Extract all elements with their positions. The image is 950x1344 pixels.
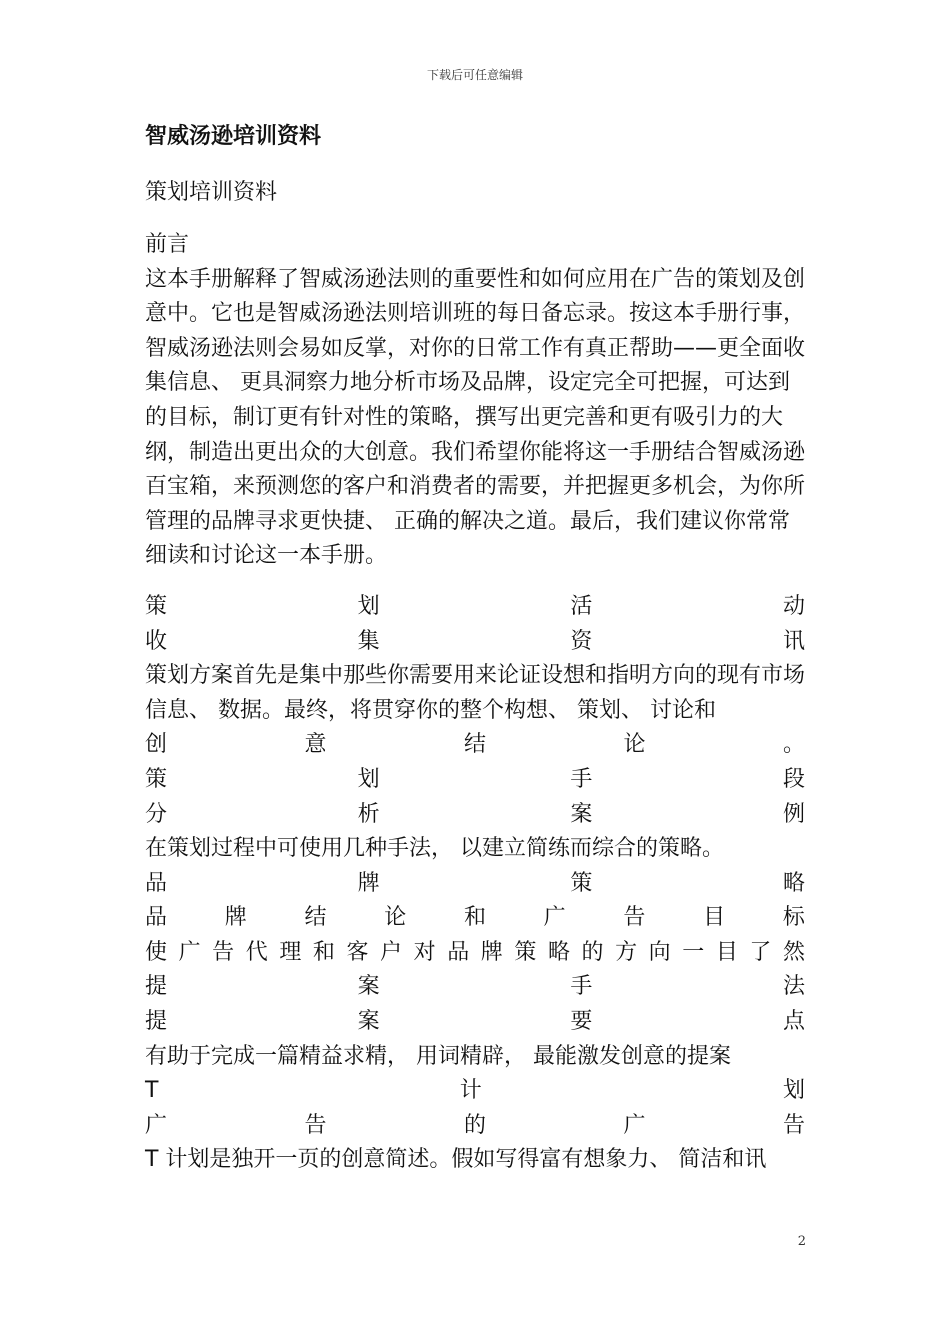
- spread-glyph: 牌: [480, 939, 503, 965]
- spread-glyph: 提: [145, 1009, 168, 1035]
- spread-glyph: 策: [145, 593, 168, 619]
- spread-glyph: 品: [447, 939, 470, 965]
- spread-glyph: 广: [145, 1112, 168, 1138]
- spread-glyph: 理: [279, 939, 302, 965]
- spread-glyph: 目: [715, 939, 738, 965]
- section-line: [145, 1005, 805, 1040]
- spacer: [145, 574, 805, 590]
- spread-glyph: 告: [212, 939, 235, 965]
- spread-glyph: 向: [648, 939, 671, 965]
- page-number: 2: [797, 1234, 806, 1249]
- spread-glyph: 案: [357, 974, 380, 1000]
- spread-glyph: 告: [304, 1112, 327, 1138]
- document-body: [145, 120, 805, 1178]
- spread-glyph: T: [145, 1078, 159, 1104]
- spread-glyph: 品: [145, 870, 168, 896]
- spread-glyph: 动: [782, 593, 805, 619]
- spread-glyph: 例: [782, 801, 805, 827]
- spread-glyph: 对: [413, 939, 436, 965]
- spread-glyph: 告: [623, 905, 646, 931]
- paragraph: T 计划是独开一页的创意简述。假如写得富有想象力、 简洁和讯: [145, 1147, 767, 1173]
- spread-glyph: 手: [570, 974, 593, 1000]
- spread-glyph: 户: [380, 939, 403, 965]
- spread-glyph: 意: [304, 732, 327, 758]
- spread-glyph: 案: [570, 801, 593, 827]
- spread-glyph: 的: [581, 939, 604, 965]
- spread-glyph: 划: [357, 593, 380, 619]
- spread-glyph: 论: [384, 905, 407, 931]
- spread-glyph: 然: [782, 939, 805, 965]
- spread-glyph: 结: [304, 905, 327, 931]
- spread-glyph: 广: [543, 905, 566, 931]
- document-title: 智威汤逊培训资料: [145, 124, 322, 149]
- spread-glyph: 牌: [357, 870, 380, 896]
- spread-glyph: 一: [682, 939, 705, 965]
- section-line: [145, 901, 805, 936]
- spread-glyph: 手: [570, 766, 593, 792]
- spread-glyph: 的: [463, 1112, 486, 1138]
- spread-glyph: 略: [782, 870, 805, 896]
- section-line: [145, 1074, 805, 1109]
- spread-glyph: 资: [570, 628, 593, 654]
- preface-body: 这本手册解释了智威汤逊法则的重要性和如何应用在广告的策划及创意中。它也是智威汤逊法则培训班的每日备忘录。按这本手册行事，智威汤逊法则会易如反掌，对你的日常工作有真正帮助——更全面收集信息、 更具洞察力地分析市场及品牌，设定完全可把握，可达到的目标，制订更有针对性的策略，撰写出更完善和更有吸引力的大纲，制造出更出众的大创意。我们希望你能将这一手册结合智威汤逊百宝箱，来预测您的客户和消费者的需要，并把握更多机会，为你所管理的品牌寻求更快捷、 正确的解决之道。最后，我们建议你常常细读和讨论这一本手册。: [145, 266, 806, 569]
- spread-glyph: 策: [570, 870, 593, 896]
- spread-glyph: 品: [145, 905, 168, 931]
- spread-glyph: 和: [463, 905, 486, 931]
- spread-glyph: 略: [547, 939, 570, 965]
- page-header: 下载后可任意编辑: [426, 68, 523, 82]
- section-line: [145, 798, 805, 833]
- spread-glyph: 标: [782, 905, 805, 931]
- spread-glyph: 划: [357, 766, 380, 792]
- spread-glyph: 。: [782, 732, 805, 758]
- spread-glyph: 牌: [224, 905, 247, 931]
- preface-heading: 前言: [145, 232, 190, 257]
- spread-glyph: 使: [145, 939, 168, 965]
- paragraph: 有助于完成一篇精益求精， 用词精辟， 最能激发创意的提案: [145, 1043, 731, 1069]
- spread-glyph: 案: [357, 1009, 380, 1035]
- paragraph: 策划方案首先是集中那些你需要用来论证设想和指明方向的现有市场信息、 数据。最终，将贯穿你的整个构想、 策划、 讨论和: [145, 663, 806, 723]
- spread-glyph: 析: [357, 801, 380, 827]
- spread-glyph: 划: [782, 1078, 805, 1104]
- spread-glyph: 计: [459, 1078, 482, 1104]
- spread-glyph: 和: [312, 939, 335, 965]
- spread-glyph: 代: [245, 939, 268, 965]
- spread-glyph: 广: [178, 939, 201, 965]
- spread-glyph: 法: [782, 974, 805, 1000]
- spread-glyph: 结: [463, 732, 486, 758]
- spread-glyph: 目: [703, 905, 726, 931]
- spread-glyph: 活: [570, 593, 593, 619]
- section-line: [145, 590, 805, 625]
- section-line: [145, 970, 805, 1005]
- spread-glyph: 策: [514, 939, 537, 965]
- spread-glyph: 策: [145, 766, 168, 792]
- spread-glyph: 方: [615, 939, 638, 965]
- section-line: [145, 763, 805, 798]
- spread-glyph: 提: [145, 974, 168, 1000]
- paragraph: 在策划过程中可使用几种手法， 以建立简练而综合的策略。: [145, 836, 724, 862]
- section-line: [145, 867, 805, 902]
- spread-glyph: 点: [782, 1009, 805, 1035]
- spread-glyph: 客: [346, 939, 369, 965]
- section-line: [145, 1109, 805, 1144]
- spread-glyph: 段: [782, 766, 805, 792]
- spread-glyph: 告: [782, 1112, 805, 1138]
- section-line: [145, 728, 805, 763]
- spread-glyph: 要: [570, 1009, 593, 1035]
- spread-glyph: 分: [145, 801, 168, 827]
- spread-glyph: 创: [145, 732, 168, 758]
- spread-glyph: 讯: [782, 628, 805, 654]
- spread-glyph: 了: [749, 939, 772, 965]
- spread-glyph: 收: [145, 628, 168, 654]
- spread-glyph: 集: [357, 628, 380, 654]
- document-subtitle: 策划培训资料: [145, 180, 278, 205]
- spread-glyph: 广: [623, 1112, 646, 1138]
- spread-glyph: 论: [623, 732, 646, 758]
- section-line: [145, 625, 805, 660]
- section-line: [145, 936, 805, 971]
